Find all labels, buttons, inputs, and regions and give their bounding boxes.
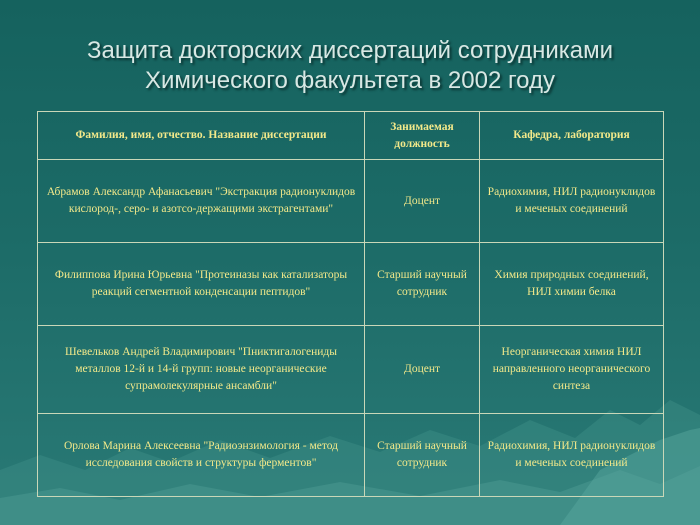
title-line-1: Защита докторских диссертаций сотрудниками	[86, 37, 614, 64]
cell-name-thesis: Орлова Марина Алексеевна "Радиоэнзимология - метод исследования свойств и структуры ферментов"	[38, 414, 365, 497]
table-row	[38, 326, 664, 414]
cell-department: Неорганическая химия НИЛ направленного неорганического синтеза	[480, 326, 664, 414]
table-row	[38, 414, 664, 497]
cell-position: Старший научный сотрудник	[365, 414, 480, 497]
page-title	[0, 36, 700, 96]
table-header-row	[38, 112, 664, 160]
cell-department: Радиохимия, НИЛ радионуклидов и меченых соединений	[480, 414, 664, 497]
table-row	[38, 243, 664, 326]
title-line-2: Химического факультета в 2002 году	[144, 67, 556, 94]
cell-position: Доцент	[365, 326, 480, 414]
dissertations-table	[37, 111, 664, 497]
cell-department: Химия природных соединений, НИЛ химии белка	[480, 243, 664, 326]
header-department: Кафедра, лаборатория	[480, 112, 664, 160]
table-row	[38, 160, 664, 243]
cell-department: Радиохимия, НИЛ радионуклидов и меченых соединений	[480, 160, 664, 243]
cell-position: Доцент	[365, 160, 480, 243]
cell-name-thesis: Шевельков Андрей Владимирович "Пниктигалогениды металлов 12-й и 14-й групп: новые неорганические супрамолекулярные ансамбли"	[38, 326, 365, 414]
header-position: Занимаемая должность	[365, 112, 480, 160]
header-name-thesis: Фамилия, имя, отчество. Название диссертации	[38, 112, 365, 160]
cell-name-thesis: Абрамов Александр Афанасьевич "Экстракция радионуклидов кислород-, серо- и азотсо-держащими экстрагентами"	[38, 160, 365, 243]
cell-position: Старший научный сотрудник	[365, 243, 480, 326]
cell-name-thesis: Филиппова Ирина Юрьевна "Протеиназы как катализаторы реакций сегментной конденсации пептидов"	[38, 243, 365, 326]
